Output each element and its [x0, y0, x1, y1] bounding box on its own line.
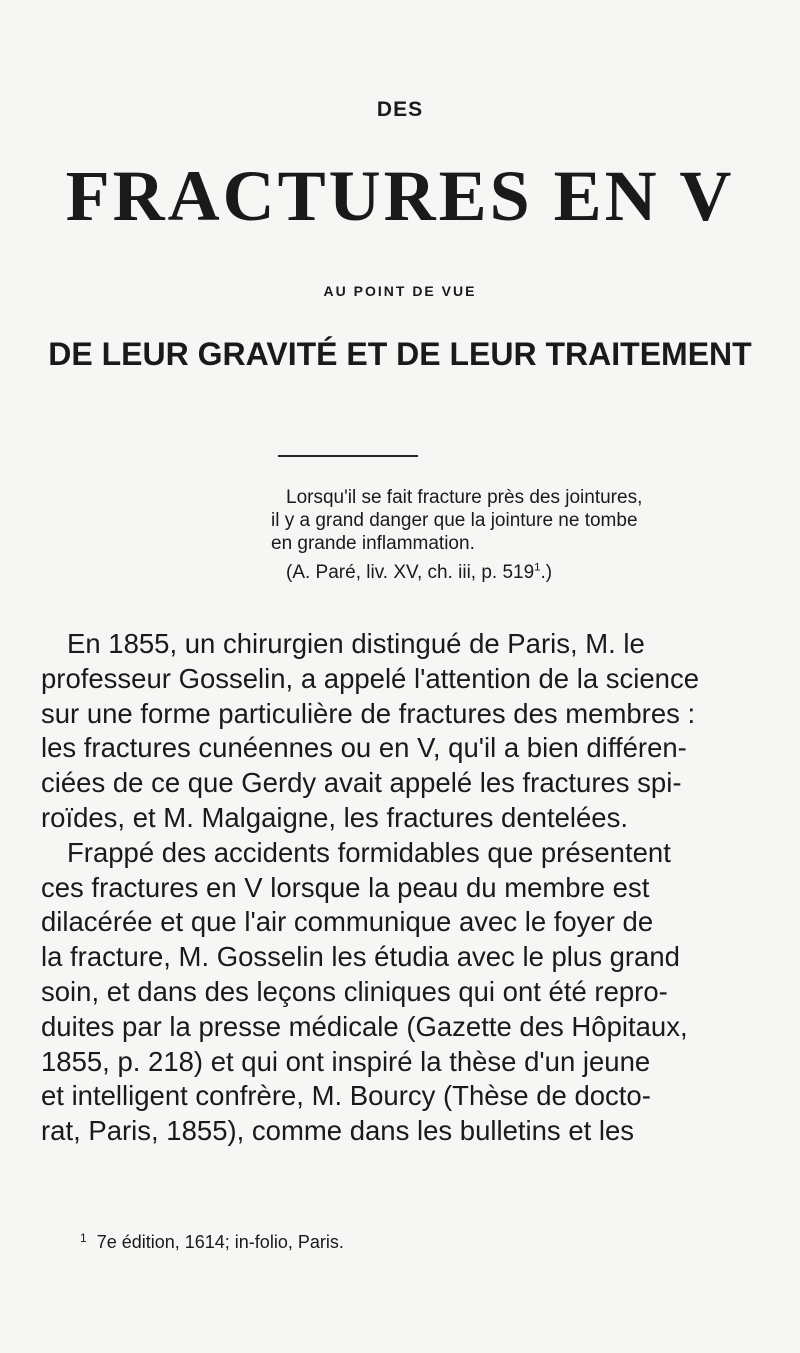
body-line: professeur Gosselin, a appelé l'attention de la science — [41, 662, 700, 694]
epigraph-attribution — [271, 561, 771, 584]
epigraph-line: il y a grand danger que la jointure ne tombe — [271, 510, 638, 531]
body-line: rat, Paris, 1855), comme dans les bulletins et les — [41, 1115, 635, 1147]
title-sub-kicker: AU POINT DE VUE — [323, 283, 477, 299]
body-line: roïdes, et M. Malgaigne, les fractures dentelées. — [41, 801, 628, 833]
epigraph — [271, 486, 771, 584]
body-line: soin, et dans des leçons cliniques qui ont été repro- — [41, 975, 668, 1007]
body-line: Frappé des accidents formidables que présentent — [67, 836, 671, 868]
body-line: 1855, p. 218) et qui ont inspiré la thèse d'un jeune — [41, 1045, 651, 1077]
page-subtitle: DE LEUR GRAVITÉ ET DE LEUR TRAITEMENT — [48, 336, 752, 372]
body-line: dilacérée et que l'air communique avec le foyer de — [41, 906, 654, 938]
epigraph-line: en grande inflammation. — [271, 533, 475, 554]
body-line: ciées de ce que Gerdy avait appelé les fractures spi- — [41, 767, 682, 799]
footnote-mark: 1 — [80, 1231, 87, 1245]
body-text — [41, 627, 767, 1149]
footnote — [80, 1231, 344, 1253]
footnote-reference: 1 — [534, 561, 541, 574]
epigraph-line: Lorsqu'il se fait fracture près des jointures, — [286, 487, 643, 508]
body-line: ces fractures en V lorsque la peau du membre est — [41, 871, 650, 903]
body-line: les fractures cunéennes ou en V, qu'il a bien différen- — [41, 732, 687, 764]
title-divider — [278, 455, 418, 457]
body-line: sur une forme particulière de fractures des membres : — [41, 697, 696, 729]
attribution-text: (A. Paré, liv. XV, ch. iii, p. 519 — [286, 562, 535, 583]
body-line: la fracture, M. Gosselin les étudia avec le plus grand — [41, 941, 680, 973]
page-title: FRACTURES EN V — [65, 156, 735, 236]
body-line: et intelligent confrère, M. Bourcy (Thèse de docto- — [41, 1080, 651, 1112]
body-line: duites par la presse médicale (Gazette des Hôpitaux, — [41, 1010, 688, 1042]
title-kicker: DES — [376, 98, 424, 121]
attribution-end: .) — [540, 562, 553, 583]
footnote-text: 7e édition, 1614; in-folio, Paris. — [96, 1232, 344, 1252]
body-line: En 1855, un chirurgien distingué de Paris, M. le — [67, 628, 645, 659]
